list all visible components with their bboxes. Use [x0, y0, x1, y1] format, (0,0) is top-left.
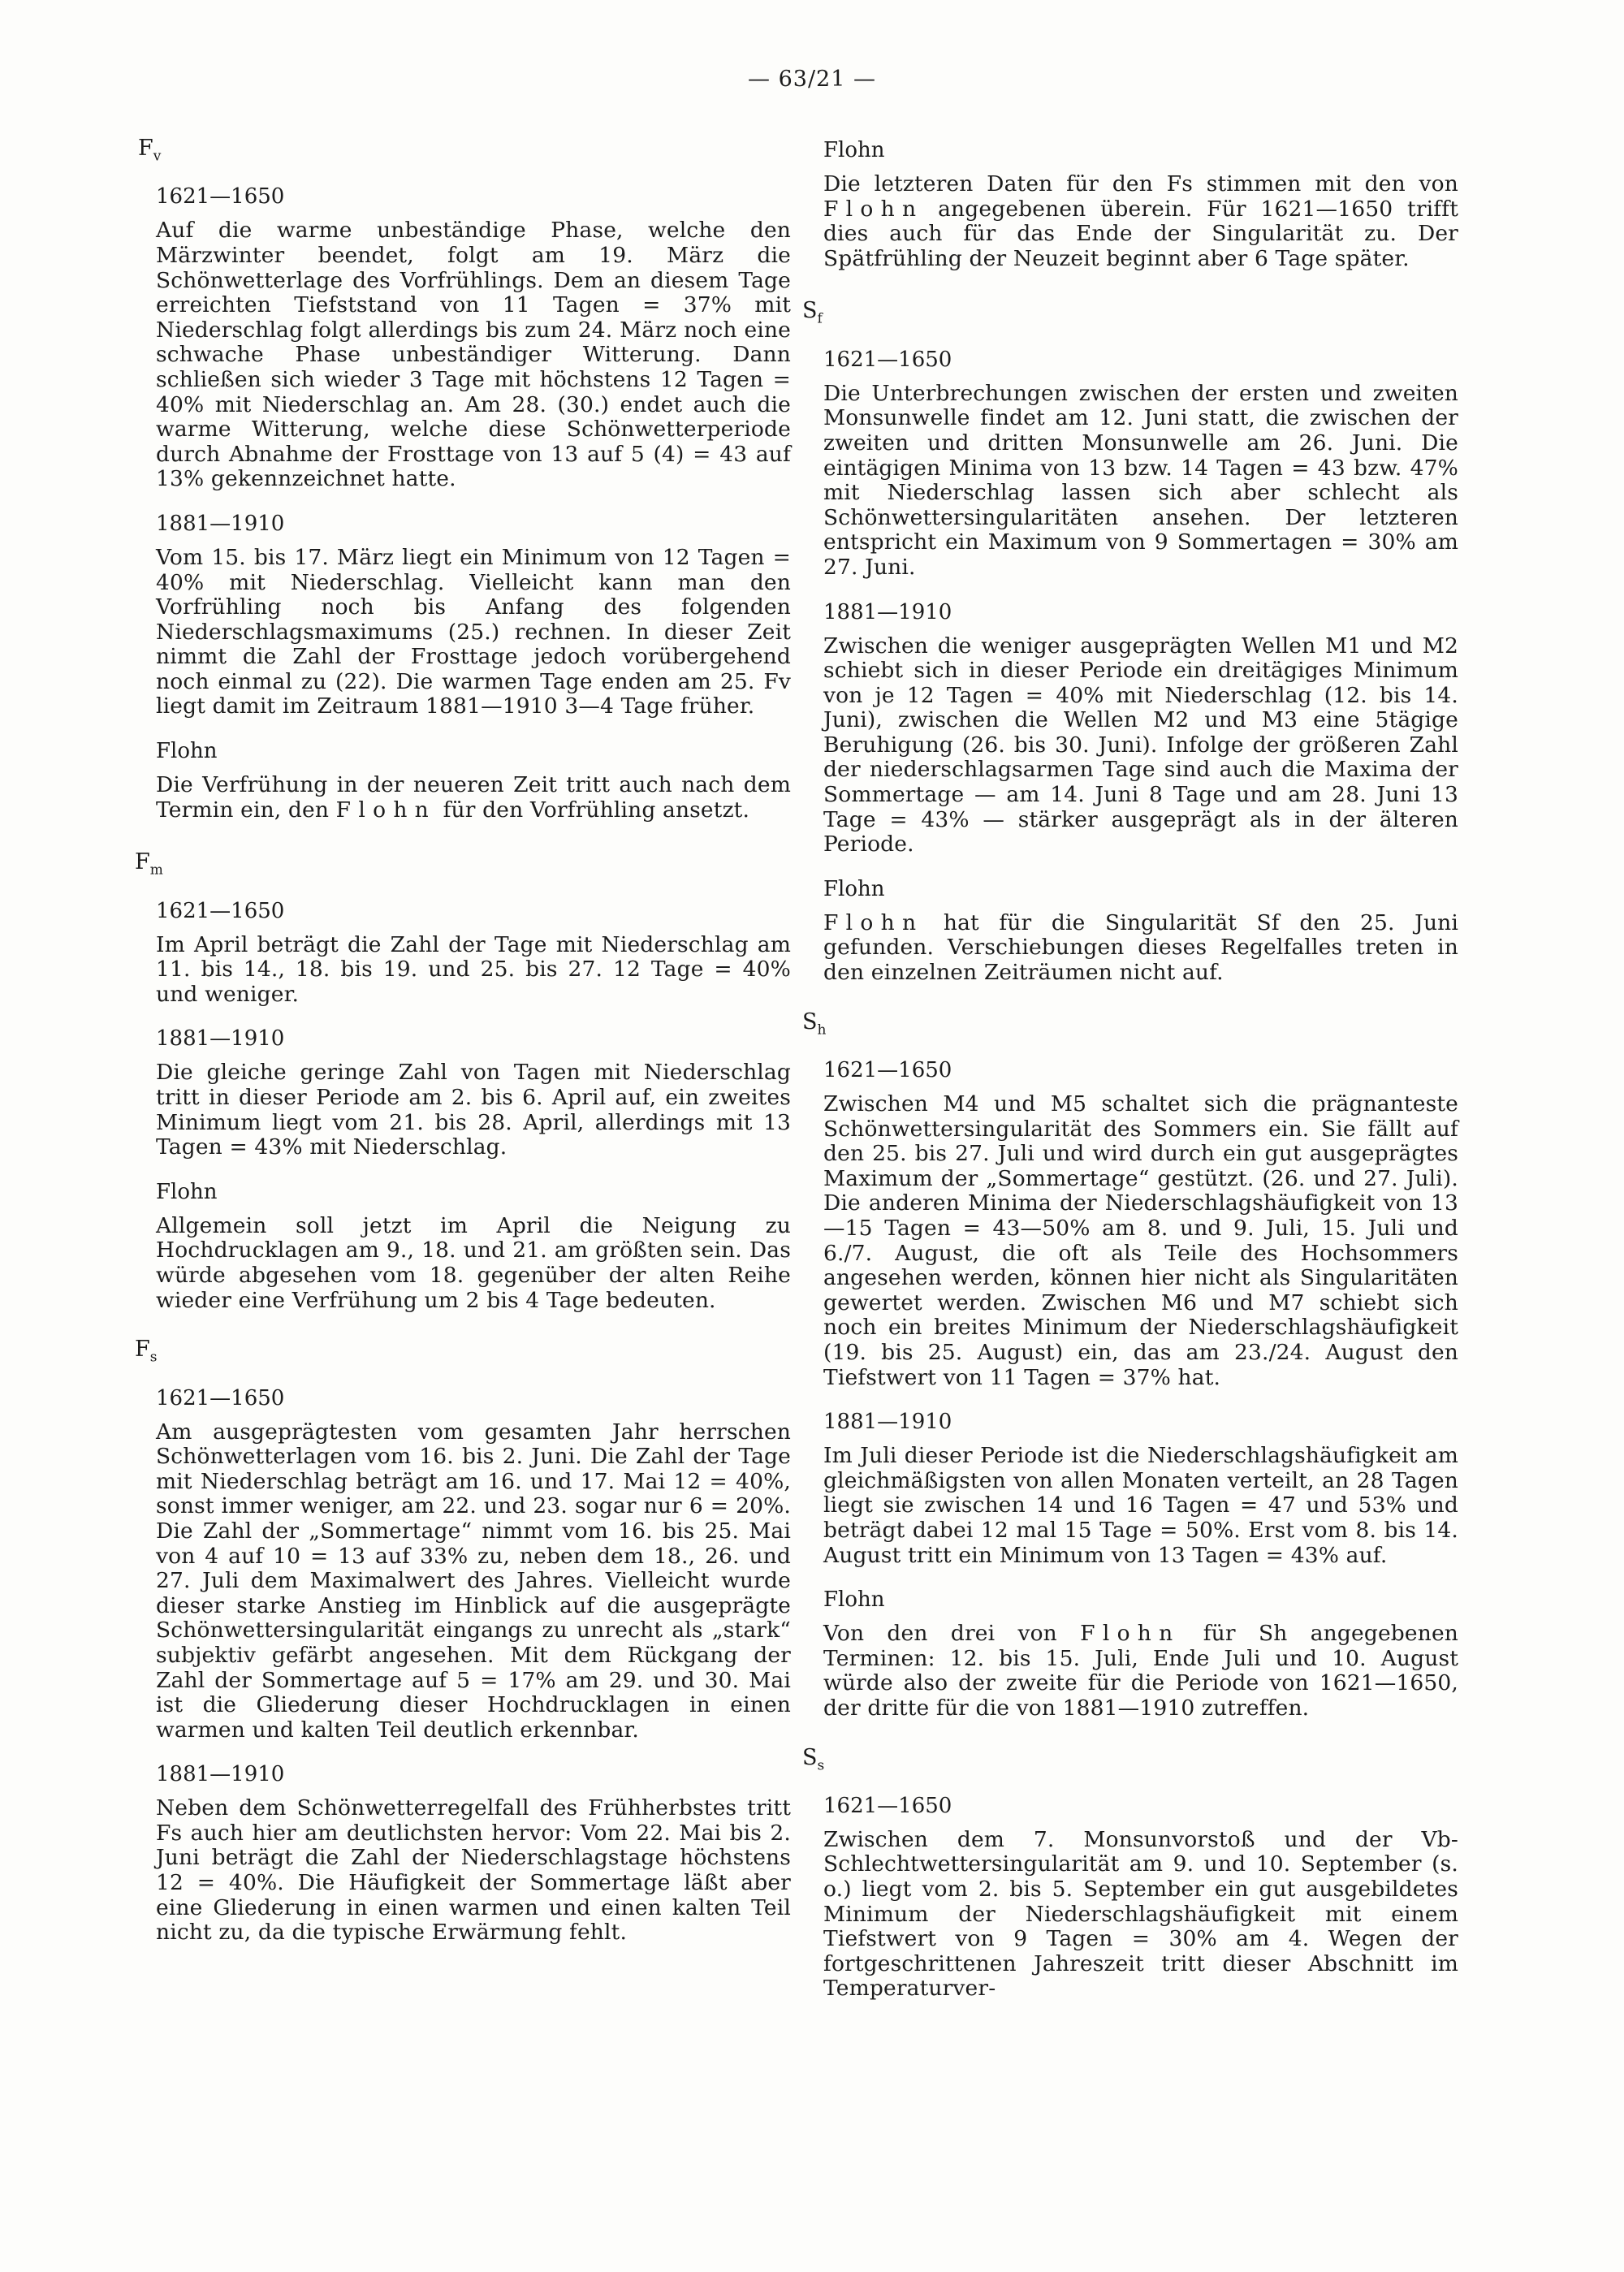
paragraph: Vom 15. bis 17. März liegt ein Minimum von 12 Tagen = 40% mit Niederschlag. Vielleicht kann man den Vorfrühling noch bis Anfang des folgenden Niederschlagsmaximums (25.) rechnen. In dieser Zeit nimmt die Zahl der Frosttage jedoch vorübergehend noch einmal zu (22). Die warmen Tage enden am 25. Fv liegt damit im Zeitraum 1881—1910 3—4 Tage früher. — [156, 544, 791, 719]
period-label: 1881—1910 — [156, 1762, 285, 1787]
author-label: Flohn — [823, 1587, 885, 1613]
period-label: 1881—1910 — [823, 1410, 952, 1435]
author-label: Flohn — [156, 739, 218, 764]
paragraph: Die Verfrühung in der neueren Zeit tritt auch nach dem Termin ein, den Flohn für den Vorfrühling ansetzt. — [156, 772, 791, 823]
section-heading-sh: $S_h$ — [802, 1009, 827, 1039]
paragraph: Zwischen die weniger ausgeprägten Wellen M1 und M2 schiebt sich in dieser Periode ein dreitägiges Minimum von je 12 Tagen = 40% mit Niederschlag (12. bis 14. Juni), zwischen die Wellen M2 und M3 eine 5tägige Beruhigung (26. bis 30. Juni). Infolge der größeren Zahl der niederschlagsarmen Tage sind auch die Maxima der Sommertage — am 14. Juni 8 Tage und am 28. Juni 13 Tage = 43% — stärker ausgeprägt als in der älteren Periode. — [823, 633, 1458, 857]
paragraph: Die gleiche geringe Zahl von Tagen mit Niederschlag tritt in dieser Periode am 2. bis 6. April auf, ein zweites Minimum liegt vom 21. bis 28. April, allerdings mit 13 Tagen = 43% mit Niederschlag. — [156, 1060, 791, 1160]
page-number: — 63/21 — — [748, 67, 876, 92]
paragraph: Zwischen dem 7. Monsunvorstoß und der Vb-Schlechtwettersingularität am 9. und 10. September (s. o.) liegt vom 2. bis 5. September ein gut ausgebildetes Minimum der Niederschlagshäufigkeit mit einem Tiefstwert von 9 Tagen = 30% am 4. Wegen der fortgeschrittenen Jahreszeit tritt dieser Abschnitt im Temperaturver- — [823, 1826, 1458, 2002]
section-heading-ss: $S_s$ — [802, 1744, 825, 1773]
author-label: Flohn — [156, 1179, 218, 1204]
left-column — [135, 136, 791, 1965]
paragraph: Im Juli dieser Periode ist die Niederschlagshäufigkeit am gleichmäßigsten von allen Monaten verteilt, an 28 Tagen liegt sie zwischen 14 und 16 Tagen = 47 und 53% und beträgt dabei 12 mal 15 Tage = 50%. Erst vom 8. bis 14. August tritt ein Minimum von 13 Tagen = 43% auf. — [823, 1443, 1458, 1568]
period-label: 1621—1650 — [823, 347, 952, 372]
right-column — [802, 138, 1458, 2021]
paragraph: Von den drei von Flohn für Sh angegebenen Terminen: 12. bis 15. Juli, Ende Juli und 10. August würde also der zweite für die Periode von 1621—1650, der dritte für die von 1881—1910 zutreffen. — [823, 1621, 1458, 1721]
section-heading-sf: $S_f$ — [802, 298, 823, 327]
period-label: 1881—1910 — [156, 511, 285, 536]
author-label: Flohn — [823, 138, 885, 162]
paragraph: Die letzteren Daten für den Fs stimmen mit den von Flohn angegebenen überein. Für 1621—1650 trifft dies auch für das Ende der Singularität zu. Der Spätfrühling der Neuzeit beginnt aber 6 Tage später. — [823, 171, 1458, 271]
paragraph: Zwischen M4 und M5 schaltet sich die prägnanteste Schönwettersingularität des Sommers ein. Sie fällt auf den 25. bis 27. Juli und wird durch ein gut ausgeprägtes Maximum der „Sommertage“ gestützt. (26. und 27. Juli). Die anderen Minima der Niederschlagshäufigkeit von 13—15 Tagen = 43—50% am 8. und 9. Juli, 15. Juli und 6./7. August, die oft als Teile des Hochsommers angesehen werden, können hier nicht als Singularitäten gewertet werden. Zwischen M6 und M7 schiebt sich noch ein breites Minimum der Niederschlagshäufigkeit (19. bis 25. August) ein, das am 23./24. August den Tiefstwert von 11 Tagen = 37% hat. — [823, 1091, 1458, 1390]
paragraph: Die Unterbrechungen zwischen der ersten und zweiten Monsunwelle findet am 12. Juni statt, die zwischen der zweiten und dritten Monsunwelle am 26. Juni. Die eintägigen Minima von 13 bzw. 14 Tagen = 43 bzw. 47% mit Niederschlag lassen sich aber schlecht als Schönwettersingularitäten ansehen. Der letzteren entspricht ein Maximum von 9 Sommertagen = 30% am 27. Juni. — [823, 380, 1458, 580]
paragraph: Auf die warme unbeständige Phase, welche den Märzwinter beendet, folgt am 19. März die Schönwetterlage des Vorfrühlings. Dem an diesem Tage erreichten Tiefststand von 11 Tagen = 37% mit Niederschlag folgt allerdings bis zum 24. März noch eine schwache Phase unbeständiger Witterung. Dann schließen sich wieder 3 Tage mit höchstens 12 Tagen = 40% mit Niederschlag an. Am 28. (30.) endet auch die warme Witterung, welche diese Schönwetterperiode durch Abnahme der Frosttage von 13 auf 5 (4) = 43 auf 13% gekennzeichnet hatte. — [156, 218, 791, 492]
author-label: Flohn — [823, 876, 885, 901]
paragraph: Neben dem Schönwetterregelfall des Frühherbstes tritt Fs auch hier am deutlichsten hervor: Vom 22. Mai bis 2. Juni beträgt die Zahl der Niederschlagstage höchstens 12 = 40%. Die Häufigkeit der Sommertage läßt aber eine Gliederung in einen warmen und einen kalten Teil nicht zu, da die typische Erwärmung fehlt. — [156, 1795, 791, 1946]
paragraph: Flohn hat für die Singularität Sf den 25. Juni gefunden. Verschiebungen dieses Regelfalles treten in den einzelnen Zeiträumen nicht auf. — [823, 909, 1458, 986]
period-label: 1621—1650 — [823, 1058, 952, 1083]
section-heading-fv: $F_v$ — [138, 136, 162, 165]
period-label: 1621—1650 — [156, 898, 285, 923]
period-label: 1621—1650 — [156, 184, 285, 209]
period-label: 1881—1910 — [823, 599, 952, 624]
section-heading-fs: $F_s$ — [135, 1337, 158, 1366]
section-heading-fm: $F_m$ — [135, 849, 163, 879]
period-label: 1881—1910 — [156, 1026, 285, 1052]
paragraph: Allgemein soll jetzt im April die Neigung zu Hochdrucklagen am 9., 18. und 21. am größten sein. Das würde abgesehen vom 18. gegenüber der alten Reihe wieder eine Verfrühung um 2 bis 4 Tage bedeuten. — [156, 1212, 791, 1313]
period-label: 1621—1650 — [156, 1385, 285, 1410]
period-label: 1621—1650 — [823, 1793, 952, 1818]
paragraph: Am ausgeprägtesten vom gesamten Jahr herrschen Schönwetterlagen vom 16. bis 2. Juni. Die Zahl der Tage mit Niederschlag beträgt am 16. und 17. Mai 12 = 40%, sonst immer weniger, am 22. und 23. sogar nur 6 = 20%. Die Zahl der „Sommertage“ nimmt vom 16. bis 25. Mai von 4 auf 10 = 13 auf 33% zu, neben dem 18., 26. und 27. Juli dem Maximalwert des Jahres. Vielleicht wurde dieser starke Anstieg im Hinblick auf die ausgeprägte Schönwettersingularität eingangs zu unrecht als „stark“ subjektiv gefärbt angesehen. Mit dem Rückgang der Zahl der Sommertage auf 5 = 17% am 29. und 30. Mai ist die Gliederung dieser Hochdrucklagen in einen warmen und kalten Teil deutlich erkennbar. — [156, 1419, 791, 1743]
paragraph: Im April beträgt die Zahl der Tage mit Niederschlag am 11. bis 14., 18. bis 19. und 25. bis 27. 12 Tage = 40% und weniger. — [156, 931, 791, 1007]
